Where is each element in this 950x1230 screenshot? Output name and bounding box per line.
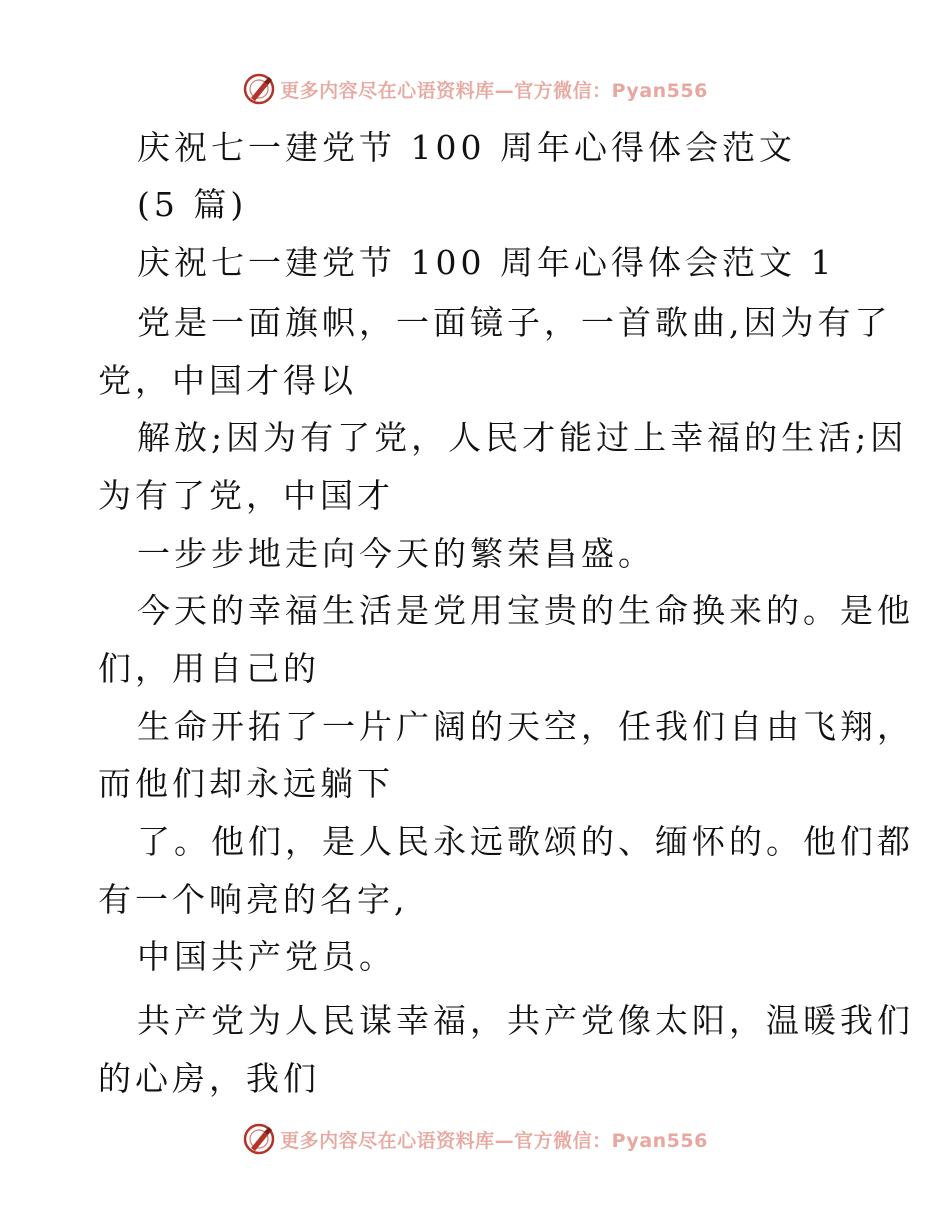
watermark-text: 更多内容尽在心语资料库—官方微信：Pyan556 bbox=[280, 79, 708, 102]
paragraph-line: 今天的幸福生活是党用宝贵的生命换来的。是他 bbox=[137, 591, 914, 630]
paragraph-line: 解放;因为有了党，人民才能过上幸福的生活;因 bbox=[137, 418, 908, 457]
pen-nib-seal-icon bbox=[242, 1122, 276, 1156]
paragraph-line: 一步步地走向今天的繁荣昌盛。 bbox=[137, 534, 655, 573]
pen-nib-seal-icon bbox=[242, 72, 276, 106]
section-heading: 庆祝七一建党节 100 周年心得体会范文 1 bbox=[137, 243, 836, 282]
footer-watermark bbox=[0, 1122, 950, 1156]
paragraph-line: 为有了党，中国才 bbox=[98, 476, 394, 515]
paragraph-line: 党是一面旗帜，一面镜子，一首歌曲,因为有了 bbox=[137, 303, 892, 342]
paragraph-line: 们，用自己的 bbox=[98, 649, 320, 688]
paragraph-line: 中国共产党员。 bbox=[137, 937, 396, 976]
watermark-text: 更多内容尽在心语资料库—官方微信：Pyan556 bbox=[280, 1129, 708, 1152]
paragraph-line: 党，中国才得以 bbox=[98, 361, 357, 400]
document-title: 庆祝七一建党节 100 周年心得体会范文 bbox=[137, 128, 796, 167]
header-watermark bbox=[0, 72, 950, 106]
document-title-subtitle: (5 篇) bbox=[137, 185, 248, 224]
paragraph-line: 有一个响亮的名字, bbox=[98, 880, 409, 919]
paragraph-line: 了。他们，是人民永远歌颂的、缅怀的。他们都 bbox=[137, 822, 914, 861]
paragraph-line: 而他们却永远躺下 bbox=[98, 764, 394, 803]
paragraph-line: 共产党为人民谋幸福，共产党像太阳，温暖我们 bbox=[137, 1001, 914, 1040]
paragraph-line: 的心房，我们 bbox=[98, 1059, 320, 1098]
paragraph-line: 生命开拓了一片广阔的天空，任我们自由飞翔， bbox=[137, 707, 914, 746]
